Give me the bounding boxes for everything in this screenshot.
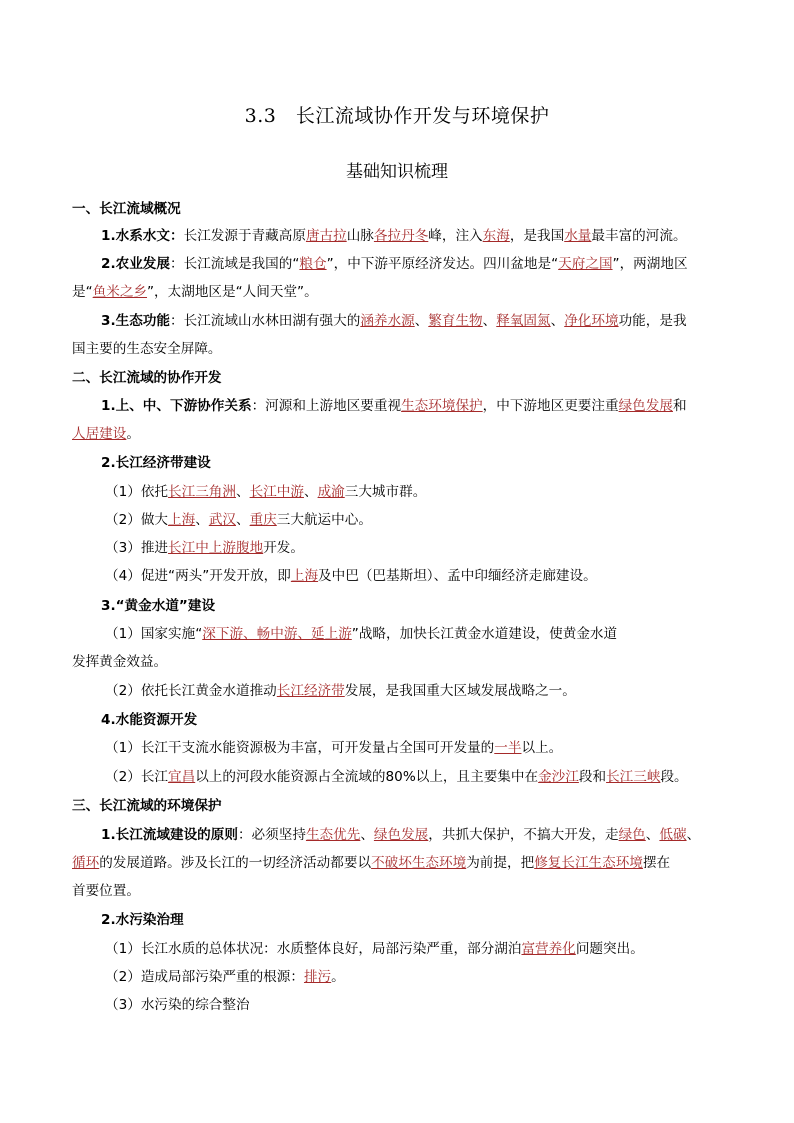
key-term: 涵养水源 [360, 313, 415, 329]
key-term: 循环 [72, 855, 100, 871]
key-term: 金沙江 [538, 769, 579, 785]
paragraph-hydrology: 1.水系水文：长江发源于青藏高原唐古拉山脉各拉丹冬峰，注入东海，是我国水量最丰富的河流。 [101, 228, 687, 244]
key-term: 释氧固氮 [496, 313, 551, 329]
key-term: 宜昌 [168, 769, 196, 785]
key-term: 上海 [168, 512, 196, 528]
list-item: （1）依托长江三角洲、长江中游、成渝三大城市群。 [105, 484, 427, 500]
key-term: 上海 [290, 568, 319, 584]
key-term: 低碳 [659, 827, 687, 843]
key-term: 水量 [564, 228, 592, 244]
list-item: （2）长江宜昌以上的河段水能资源占全流域的80%以上，且主要集中在金沙江段和长江三峡段。 [105, 769, 688, 785]
paragraph-agriculture: 2.农业发展：长江流域是我国的“粮仓”，中下游平原经济发达。四川盆地是“天府之国”，两湖地区 [101, 256, 688, 272]
key-term: 修复长江生态环境 [534, 855, 643, 871]
key-term: 生态优先 [305, 827, 361, 843]
key-term: 武汉 [208, 512, 236, 528]
key-term: 富营养化 [521, 941, 576, 957]
paragraph-ecology: 3.生态功能：长江流域山水林田湖有强大的涵养水源、繁育生物、释氧固氮、净化环境功能，是我 [101, 313, 687, 329]
paragraph-principle: 1.长江流域建设的原则：必须坚持生态优先、绿色发展，共抓大保护，不搞大开发，走绿色、低碳、 [101, 827, 701, 843]
subheading-economic-belt: 2.长江经济带建设 [101, 455, 211, 471]
key-term: 各拉丹冬 [373, 228, 429, 244]
key-term: 东海 [482, 228, 510, 244]
key-term: 唐古拉 [305, 228, 347, 244]
list-item: （4）促进“两头”开发开放，即上海及中巴（巴基斯坦）、孟中印缅经济走廊建设。 [105, 568, 597, 584]
key-term: 净化环境 [564, 313, 619, 329]
list-item: （1）长江水质的总体状况：水质整体良好，局部污染严重，部分湖泊富营养化问题突出。 [105, 941, 644, 957]
key-term: 长江三峡 [606, 769, 661, 785]
section-heading-1: 一、长江流域概况 [72, 201, 181, 217]
key-term: 人居建设 [72, 426, 127, 442]
key-term: 重庆 [249, 512, 277, 528]
key-term: 一半 [494, 740, 522, 756]
paragraph-principle-cont: 循环的发展道路。涉及长江的一切经济活动都要以不破坏生态环境为前提，把修复长江生态环境摆在 [72, 855, 671, 871]
list-item: （2）造成局部污染严重的根源：排污。 [105, 969, 345, 985]
list-item: （1）长江干支流水能资源极为丰富，可开发量占全国可开发量的一半以上。 [105, 740, 563, 756]
list-item: （1）国家实施“深下游、畅中游、延上游”战略，加快长江黄金水道建设，使黄金水道 [105, 626, 618, 642]
key-term: 成渝 [317, 484, 345, 500]
paragraph-agriculture-cont: 是“鱼米之乡”，太湖地区是“人间天堂”。 [72, 284, 318, 300]
section-heading-3: 三、长江流域的环境保护 [72, 798, 222, 814]
key-term: 生态环境保护 [401, 398, 483, 414]
key-term: 不破坏生态环境 [371, 855, 467, 871]
list-item-cont: 发挥黄金效益。 [72, 654, 168, 670]
page-title: 3.3 长江流域协作开发与环境保护 [244, 105, 550, 127]
key-term: 长江三角洲 [168, 484, 236, 500]
key-term: 绿色发展 [618, 398, 673, 414]
key-term: 绿色 [618, 827, 646, 843]
paragraph-cooperation: 1.上、中、下游协作关系：河源和上游地区要重视生态环境保护，中下游地区更要注重绿色发展和 [101, 398, 687, 414]
key-term: 排污 [303, 969, 332, 985]
page-subtitle: 基础知识梳理 [346, 162, 448, 182]
key-term: 长江中游 [249, 484, 304, 500]
key-term: 粮仓 [299, 256, 327, 272]
list-item: （2）做大上海、武汉、重庆三大航运中心。 [105, 512, 372, 528]
key-term: 天府之国 [558, 256, 613, 272]
key-term: 绿色发展 [373, 827, 429, 843]
subheading-golden-waterway: 3.“黄金水道”建设 [101, 598, 216, 614]
key-term: 鱼米之乡 [92, 284, 148, 300]
paragraph-principle-cont2: 首要位置。 [72, 883, 140, 899]
list-item: （3）水污染的综合整治 [105, 997, 250, 1013]
key-term: 深下游、畅中游、延上游 [202, 626, 352, 642]
paragraph-cooperation-cont: 人居建设。 [72, 426, 140, 442]
list-item: （3）推进长江中上游腹地开发。 [105, 540, 304, 556]
paragraph-ecology-cont: 国主要的生态安全屏障。 [72, 341, 222, 357]
list-item: （2）依托长江黄金水道推动长江经济带发展，是我国重大区域发展战略之一。 [105, 683, 576, 699]
key-term: 长江经济带 [276, 683, 345, 699]
subheading-water-pollution: 2.水污染治理 [101, 912, 184, 928]
subheading-hydropower: 4.水能资源开发 [101, 712, 198, 728]
section-heading-2: 二、长江流域的协作开发 [72, 370, 222, 386]
key-term: 繁育生物 [428, 313, 483, 329]
key-term: 长江中上游腹地 [168, 540, 264, 556]
